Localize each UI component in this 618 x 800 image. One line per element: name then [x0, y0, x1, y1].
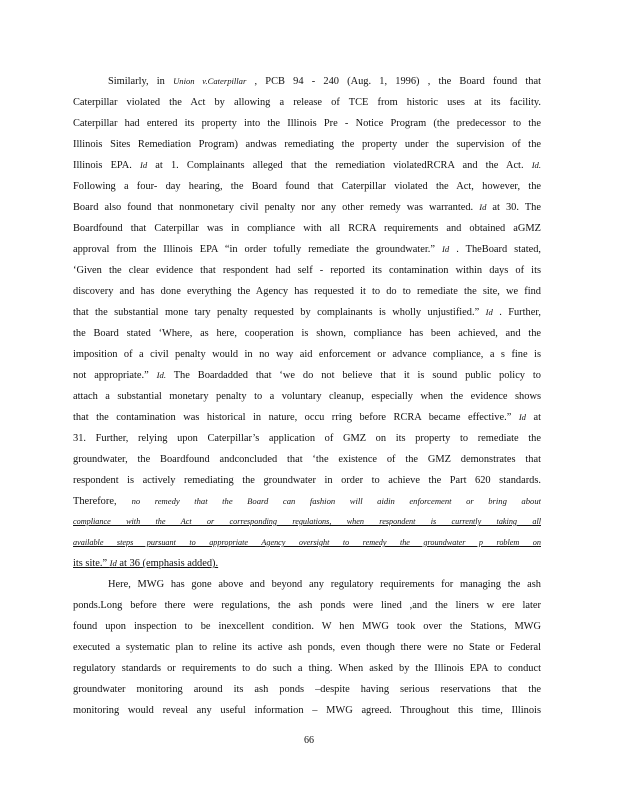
text-run: not appropriate.”: [73, 370, 157, 381]
text-line: [73, 472, 541, 489]
text-run: ‘Given the clear evidence that respondent had self - reported its contamination within days of its: [73, 265, 541, 276]
text-line: [73, 430, 541, 447]
text-run: its site.”: [73, 558, 110, 569]
text-run: respondent is actively remediating the groundwater in order to achieve the Part 620 standards.: [73, 475, 541, 486]
text-line: [73, 346, 541, 363]
text-run: attach a substantial monetary penalty to a voluntary cleanup, especially when the evidence shows: [73, 391, 541, 402]
text-run: compliance with the Act or corresponding regulations, when respondent is currently taking all: [73, 517, 541, 526]
text-run: Illinois EPA.: [73, 160, 140, 171]
text-line: [73, 325, 541, 342]
text-run: the Board stated ‘Where, as here, cooperation is shown, compliance has been achieved, and the: [73, 328, 541, 339]
text-run: groundwater monitoring around its ash ponds –despite having serious reservations that the: [73, 684, 541, 695]
text-line: [73, 597, 541, 614]
citation-italic: Id: [140, 160, 148, 170]
text-line: [73, 220, 541, 237]
text-line: [73, 639, 541, 656]
text-line: [73, 178, 541, 195]
text-line: [73, 388, 541, 405]
text-run: at 36 (emphasis added).: [116, 558, 219, 569]
text-run: Following a four- day hearing, the Board found that Caterpillar violated the Act, however, the: [73, 181, 541, 192]
text-line: [73, 367, 541, 384]
text-run: that the contamination was historical in nature, occu rring before RCRA became effective.”: [73, 412, 519, 423]
text-line: [73, 681, 541, 698]
text-run: discovery and has done everything the Agency has requested it to do to remediate the site, we find: [73, 286, 541, 297]
text-run: Caterpillar violated the Act by allowing a release of TCE from historic uses at its facility.: [73, 97, 541, 108]
text-line: [108, 73, 541, 90]
citation-italic: Id: [442, 244, 450, 254]
text-run: monitoring would reveal any useful information – MWG agreed. Throughout this time, Illinois: [73, 705, 541, 716]
text-run: available steps pursuant to appropriate Agency oversight to remedy the groundwater p roblem on: [73, 538, 541, 547]
citation-italic: Id: [109, 558, 117, 568]
text-run: Boardfound that Caterpillar was in compliance with all RCRA requirements and obtained aGMZ: [73, 223, 541, 234]
text-run: executed a systematic plan to reline its active ash ponds, even though there were no State or Federal: [73, 642, 541, 653]
text-run: , PCB 94 - 240 (Aug. 1, 1996) , the Board found that: [246, 76, 541, 87]
text-run: approval from the Illinois EPA “in order tofully remediate the groundwater.”: [73, 244, 443, 255]
text-run: imposition of a civil penalty would in no way aid enforcement or advance compliance, a s fine is: [73, 349, 541, 360]
text-run: Therefore,: [73, 496, 132, 507]
page-number: 66: [304, 735, 314, 746]
citation-italic: Id.: [156, 370, 166, 380]
text-run: at 1. Complainants alleged that the remediation violatedRCRA and the Act.: [147, 160, 532, 171]
text-line: [73, 283, 541, 300]
text-line: [73, 115, 541, 132]
text-run: found upon inspection to be inexcellent condition. W hen MWG took over the Stations, MWG: [73, 621, 541, 632]
text-run: Here, MWG has gone above and beyond any regulatory requirements for managing the ash: [108, 579, 541, 590]
text-run: regulatory standards or requirements to do such a thing. When asked by the Illinois EPA to conduct: [73, 663, 541, 674]
citation-italic: Id.: [531, 160, 541, 170]
citation-italic: Id: [479, 202, 487, 212]
text-run: groundwater, the Boardfound andconcluded that ‘the existence of the GMZ demonstrates that: [73, 454, 541, 465]
text-line: [73, 262, 541, 279]
citation-italic: Union v.Caterpillar: [173, 76, 247, 86]
text-run: Caterpillar had entered its property into the Illinois Pre - Notice Program (the predecessor to the: [73, 118, 541, 129]
text-run: . Further,: [492, 307, 541, 318]
text-run: ponds.Long before there were regulations, the ash ponds were lined ,and the liners w ere later: [73, 600, 541, 611]
text-run: at 30. The: [486, 202, 541, 213]
text-line: [73, 660, 541, 677]
text-run: . TheBoard stated,: [449, 244, 541, 255]
text-run: at: [525, 412, 541, 423]
text-line: [73, 534, 541, 551]
text-run: The Boardadded that ‘we do not believe that it is sound public policy to: [165, 370, 541, 381]
text-line: [73, 409, 541, 426]
text-run: Similarly, in: [108, 76, 174, 87]
text-line: [73, 555, 541, 572]
text-line: [73, 702, 541, 719]
citation-italic: Id: [518, 412, 526, 422]
text-line: [73, 304, 541, 321]
text-line: [73, 94, 541, 111]
text-line: [73, 618, 541, 635]
text-line: [108, 576, 541, 593]
text-run: 31. Further, relying upon Caterpillar’s application of GMZ on its property to remediate the: [73, 433, 541, 444]
text-line: [73, 241, 541, 258]
text-line: [73, 493, 541, 510]
text-line: [73, 136, 541, 153]
text-line: [73, 513, 541, 530]
text-run: Illinois Sites Remediation Program) andwas remediating the property under the supervision of the: [73, 139, 541, 150]
text-line: [73, 451, 541, 468]
citation-italic: no remedy that the Board can fashion will aidin enforcement or bring about: [131, 496, 541, 506]
text-line: [73, 157, 541, 174]
citation-italic: Id: [485, 307, 493, 317]
text-run: that the substantial mone tary penalty requested by complainants is wholly unjustified.”: [73, 307, 486, 318]
text-line: [73, 199, 541, 216]
text-run: Board also found that nonmonetary civil penalty nor any other remedy was warranted.: [73, 202, 480, 213]
